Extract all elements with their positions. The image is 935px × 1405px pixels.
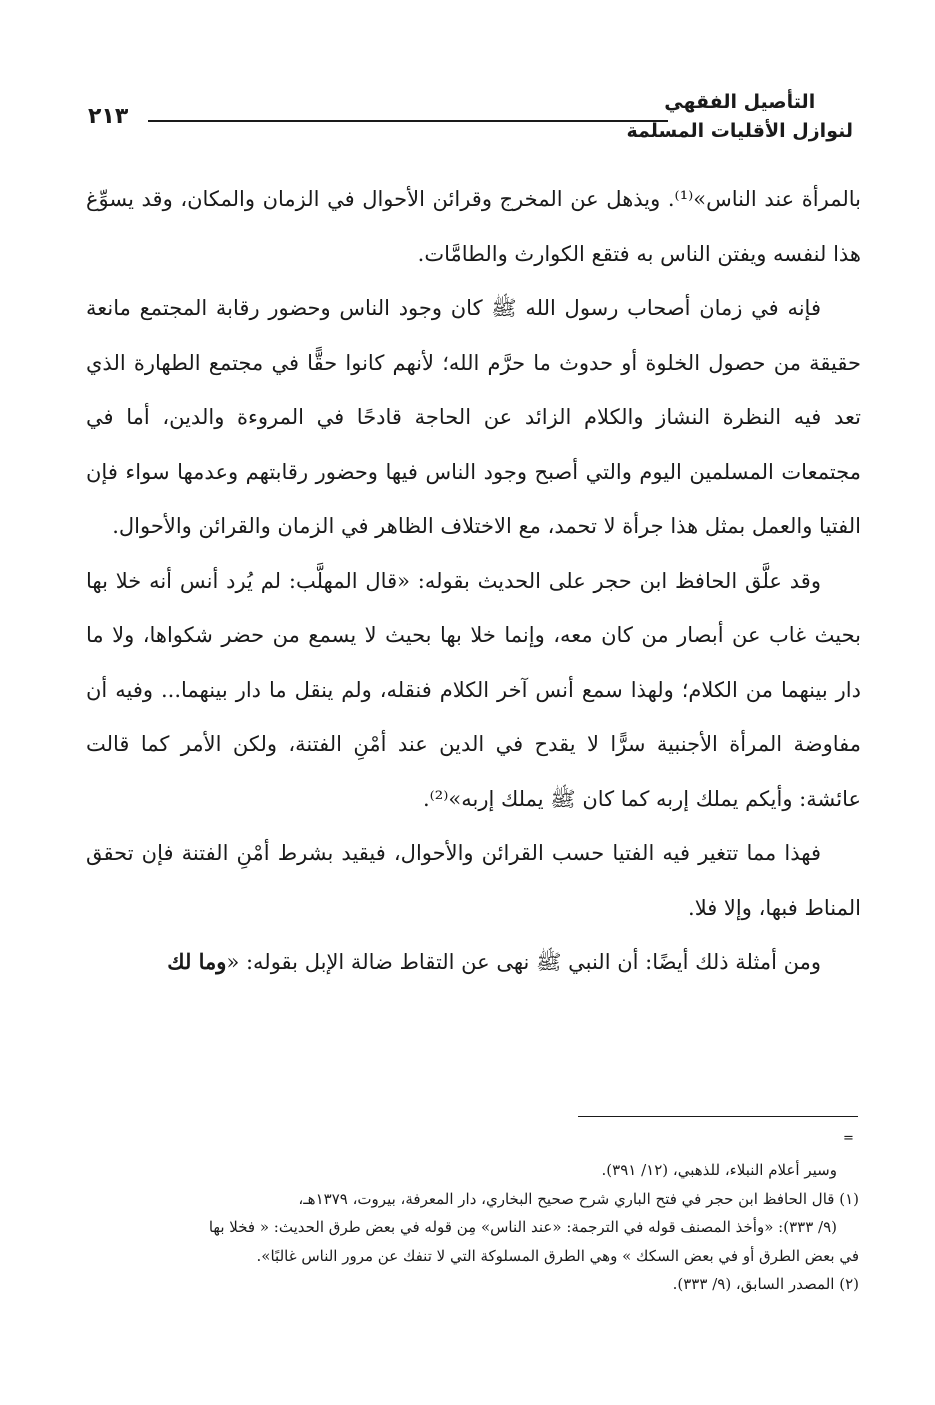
paragraph-5-bold-tail: وما لك bbox=[167, 949, 227, 974]
paragraph-5-text: ومن أمثلة ذلك أيضًا: أن النبي ﷺ نهى عن التقاط ضالة الإبل بقوله: « bbox=[226, 950, 821, 974]
paragraph-4: فهذا مما تتغير فيه الفتيا حسب القرائن والأحوال، فيقيد بشرط أمْنِ الفتنة فإن تحقق المناط فبها، وإلا فلا. bbox=[86, 841, 861, 920]
footnote-2: (٢) المصدر السابق، (٩/ ٣٣٣). bbox=[672, 1275, 859, 1293]
book-title-line-1: التأصيل الفقهي bbox=[664, 91, 816, 113]
paragraph-3: وقد علَّق الحافظ ابن حجر على الحديث بقوله: «قال المهلَّب: لم يُرد أنس أنه خلا بها بحيث غاب عن أبصار من كان معه، وإنما خلا بها بحيث لا يسمع من حضر شكواها، ولا ما دار بينهما من الكلام؛ ولهذا سمع أنس آخر الكلام فنقله، ولم ينقل ما دار بينهما... وفيه أن مفاوضة المرأة الأجنبية سرًّا لا يقدح في الدين عند أمْنِ الفتنة، ولكن الأمر كما قالت عائشة: وأيكم يملك إربه كما كان ﷺ يملك إربه»⁽²⁾. bbox=[86, 568, 861, 811]
book-title bbox=[626, 88, 853, 146]
page-header bbox=[88, 88, 853, 158]
footnote-continuation-mark: = bbox=[843, 1131, 854, 1146]
main-text bbox=[86, 172, 861, 990]
footnote-separator bbox=[578, 1116, 858, 1117]
paragraph-1: بالمرأة عند الناس»⁽¹⁾. ويذهل عن المخرج وقرائن الأحوال في الزمان والمكان، وقد يسوِّغ هذا لنفسه ويفتن الناس به فتقع الكوارث والطامَّات. bbox=[86, 187, 861, 266]
footnote-continuation: وسير أعلام النبلاء، للذهبي، (١٢/ ٣٩١). bbox=[601, 1161, 837, 1179]
footnote-1-line-3: في بعض الطرق أو في بعض السكك » وهي الطرق المسلوكة التي لا تنفك عن مرور الناس غالبًا». bbox=[256, 1246, 859, 1265]
footnotes bbox=[86, 1156, 859, 1299]
header-rule bbox=[148, 120, 668, 122]
footnote-1-line-1: (١) قال الحافظ ابن حجر في فتح الباري شرح صحيح البخاري، دار المعرفة، بيروت، ١٣٧٩هـ، bbox=[298, 1189, 859, 1208]
book-title-line-2: لنوازل الأقليات المسلمة bbox=[626, 120, 853, 142]
page-number: ٢١٣ bbox=[88, 104, 129, 129]
paragraph-2: فإنه في زمان أصحاب رسول الله ﷺ كان وجود الناس وحضور رقابة المجتمع مانعة حقيقة من حصول الخلوة أو حدوث ما حرَّم الله؛ لأنهم كانوا حقًّا في مجتمع الطهارة الذي تعد فيه النظرة النشاز والكلام الزائد عن الحاجة قادحًا في المروءة والدين، أما في مجتمعات المسلمين اليوم والتي أصبح وجود الناس فيها وحضور رقابتهم وعدمها سواء فإن الفتيا والعمل بمثل هذا جرأة لا تحمد، مع الاختلاف الظاهر في الزمان والقرائن والأحوال. bbox=[86, 296, 861, 538]
footnote-1-line-2: (٩/ ٣٣٣): «وأخذ المصنف قوله في الترجمة: «عند الناس» مِن قوله في بعض طرق الحديث: « فخلا بها bbox=[208, 1218, 837, 1236]
paragraph-5 bbox=[86, 935, 861, 990]
